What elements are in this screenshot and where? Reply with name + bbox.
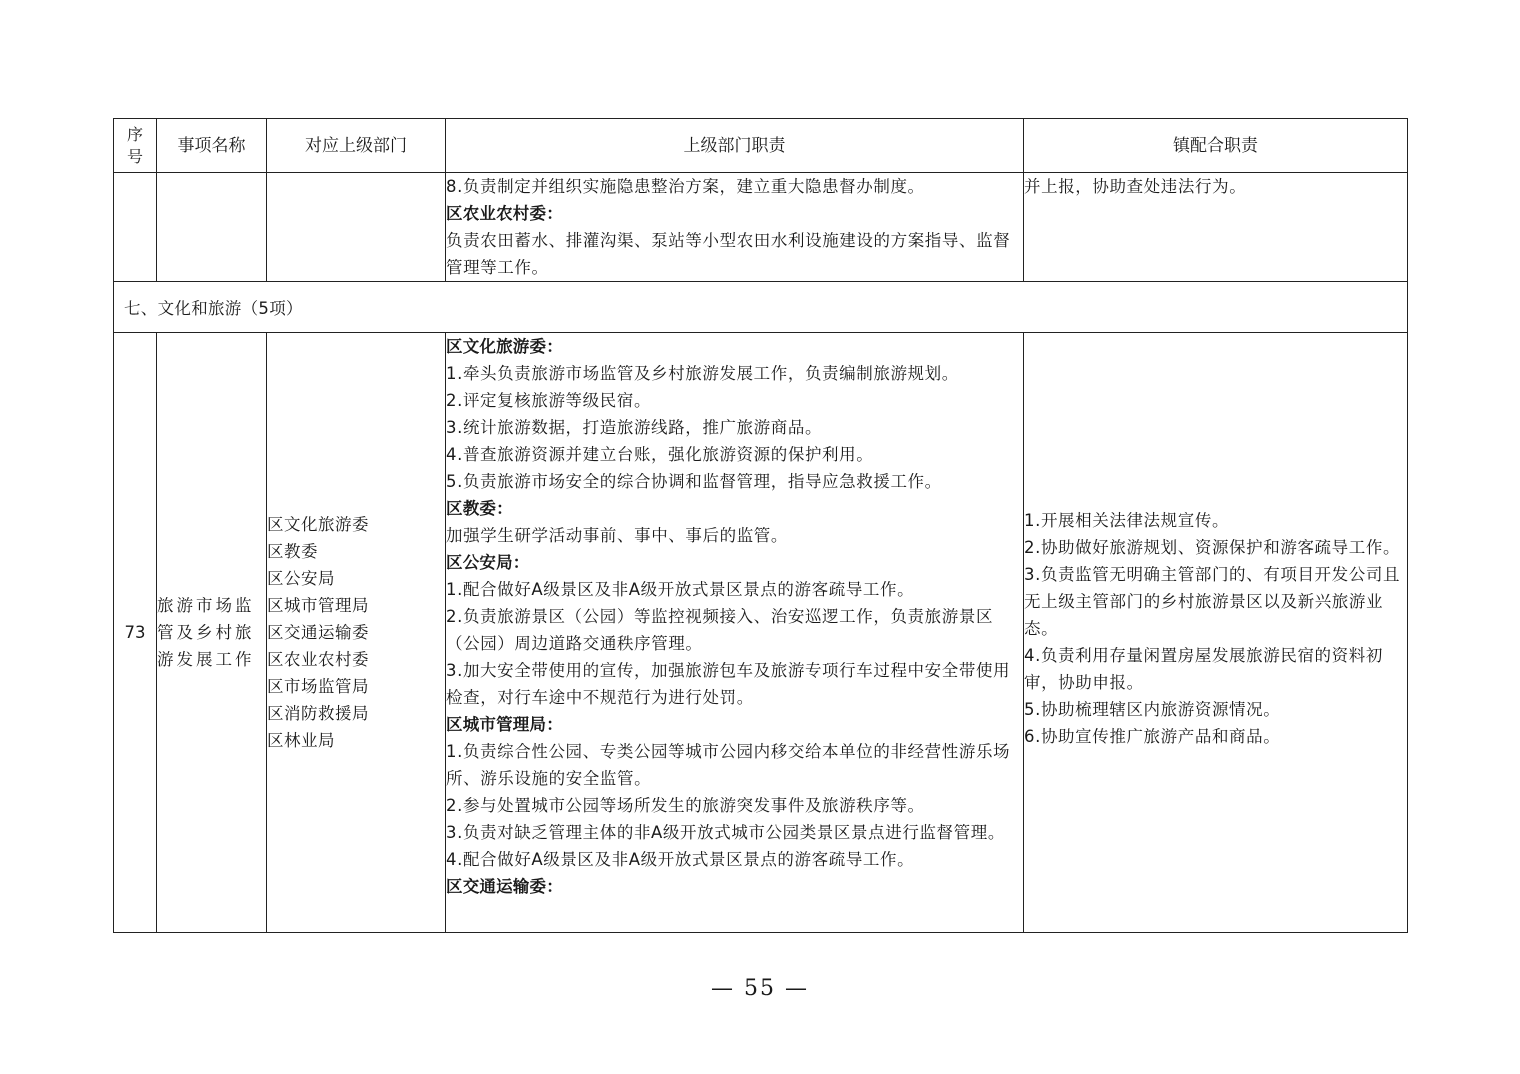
row-upper-depts (267, 333, 446, 933)
header-item-name: 事项名称 (157, 119, 267, 173)
duty-heading: 区文化旅游委： (446, 337, 563, 356)
header-upper-duty: 上级部门职责 (446, 119, 1024, 173)
duty-line: 4.配合做好A级景区及非A级开放式景区景点的游客疏导工作。 (446, 850, 915, 869)
duty-line: 1.负责综合性公园、专类公园等城市公园内移交给本单位的非经营性游乐场所、游乐设施的安全监管。 (446, 742, 1011, 788)
duty-line: 4.普查旅游资源并建立台账，强化旅游资源的保护利用。 (446, 445, 874, 464)
duty-line: 6.协助宣传推广旅游产品和商品。 (1024, 727, 1281, 746)
continuation-row (114, 173, 1408, 282)
duty-line: 1.配合做好A级景区及非A级开放式景区景点的游客疏导工作。 (446, 580, 915, 599)
duty-heading: 区农业农村委： (446, 204, 563, 223)
duty-line: 3.统计旅游数据，打造旅游线路，推广旅游商品。 (446, 418, 823, 437)
row-upper-duty-text (446, 333, 1023, 900)
duty-heading: 区教委： (446, 499, 513, 518)
duty-heading: 区城市管理局： (446, 715, 563, 734)
duty-table (113, 118, 1408, 933)
row-upper-duty-cell (446, 333, 1024, 933)
section-title: 七、文化和旅游（5项） (114, 282, 1408, 333)
table-row (114, 333, 1408, 933)
duty-line: 1.牵头负责旅游市场监管及乡村旅游发展工作，负责编制旅游规划。 (446, 364, 959, 383)
row-town-duty-cell (1024, 333, 1408, 933)
upper-dept-list (267, 511, 445, 754)
row-seq: 73 (114, 333, 157, 933)
duty-line: 5.负责旅游市场安全的综合协调和监督管理，指导应急救援工作。 (446, 472, 942, 491)
continuation-town-duty-text: 并上报，协助查处违法行为。 (1024, 177, 1247, 196)
duty-heading: 区交通运输委： (446, 877, 563, 896)
section-row (114, 282, 1408, 333)
duty-line: 1.开展相关法律法规宣传。 (1024, 511, 1230, 530)
duty-line: 5.协助梳理辖区内旅游资源情况。 (1024, 700, 1281, 719)
duty-line: 4.负责利用存量闲置房屋发展旅游民宿的资料初审，协助申报。 (1024, 646, 1383, 692)
upper-dept-item: 区公安局 (267, 569, 335, 588)
duty-heading: 区公安局： (446, 553, 530, 572)
duty-line: 3.负责监管无明确主管部门的、有项目开发公司且无上级主管部门的乡村旅游景区以及新兴旅游业态。 (1024, 565, 1401, 638)
duty-line: 2.协助做好旅游规划、资源保护和游客疏导工作。 (1024, 538, 1401, 557)
header-row (114, 119, 1408, 173)
town-duty-list (1024, 507, 1407, 750)
duty-line: 负责农田蓄水、排灌沟渠、泵站等小型农田水利设施建设的方案指导、监督管理等工作。 (446, 231, 1011, 277)
continuation-dept-cell (267, 173, 446, 282)
continuation-upper-duty-cell (446, 173, 1024, 282)
header-upper-dept: 对应上级部门 (267, 119, 446, 173)
continuation-upper-duty-text (446, 173, 1023, 281)
continuation-name-cell (157, 173, 267, 282)
header-seq: 序号 (114, 119, 157, 173)
duty-line: 3.加大安全带使用的宣传，加强旅游包车及旅游专项行车过程中安全带使用检查，对行车途中不规范行为进行处罚。 (446, 661, 1011, 707)
page-number: — 55 — (711, 976, 809, 1001)
upper-dept-item: 区文化旅游委 (267, 515, 369, 534)
continuation-town-duty-cell (1024, 173, 1408, 282)
duty-line: 8.负责制定并组织实施隐患整治方案，建立重大隐患督办制度。 (446, 177, 925, 196)
duty-line: 加强学生研学活动事前、事中、事后的监管。 (446, 526, 788, 545)
duty-line: 2.负责旅游景区（公园）等监控视频接入、治安巡逻工作，负责旅游景区（公园）周边道路交通秩序管理。 (446, 607, 994, 653)
duty-line: 2.参与处置城市公园等场所发生的旅游突发事件及旅游秩序等。 (446, 796, 925, 815)
upper-dept-item: 区林业局 (267, 731, 335, 750)
duty-line: 3.负责对缺乏管理主体的非A级开放式城市公园类景区景点进行监督管理。 (446, 823, 1005, 842)
row-item-name: 旅游市场监管及乡村旅游发展工作 (157, 333, 267, 933)
upper-dept-item: 区市场监管局 (267, 677, 369, 696)
header-town-duty: 镇配合职责 (1024, 119, 1408, 173)
upper-dept-item: 区农业农村委 (267, 650, 369, 669)
upper-dept-item: 区消防救援局 (267, 704, 369, 723)
upper-dept-item: 区教委 (267, 542, 318, 561)
upper-dept-item: 区交通运输委 (267, 623, 369, 642)
upper-dept-item: 区城市管理局 (267, 596, 369, 615)
duty-line: 2.评定复核旅游等级民宿。 (446, 391, 652, 410)
continuation-seq-cell (114, 173, 157, 282)
